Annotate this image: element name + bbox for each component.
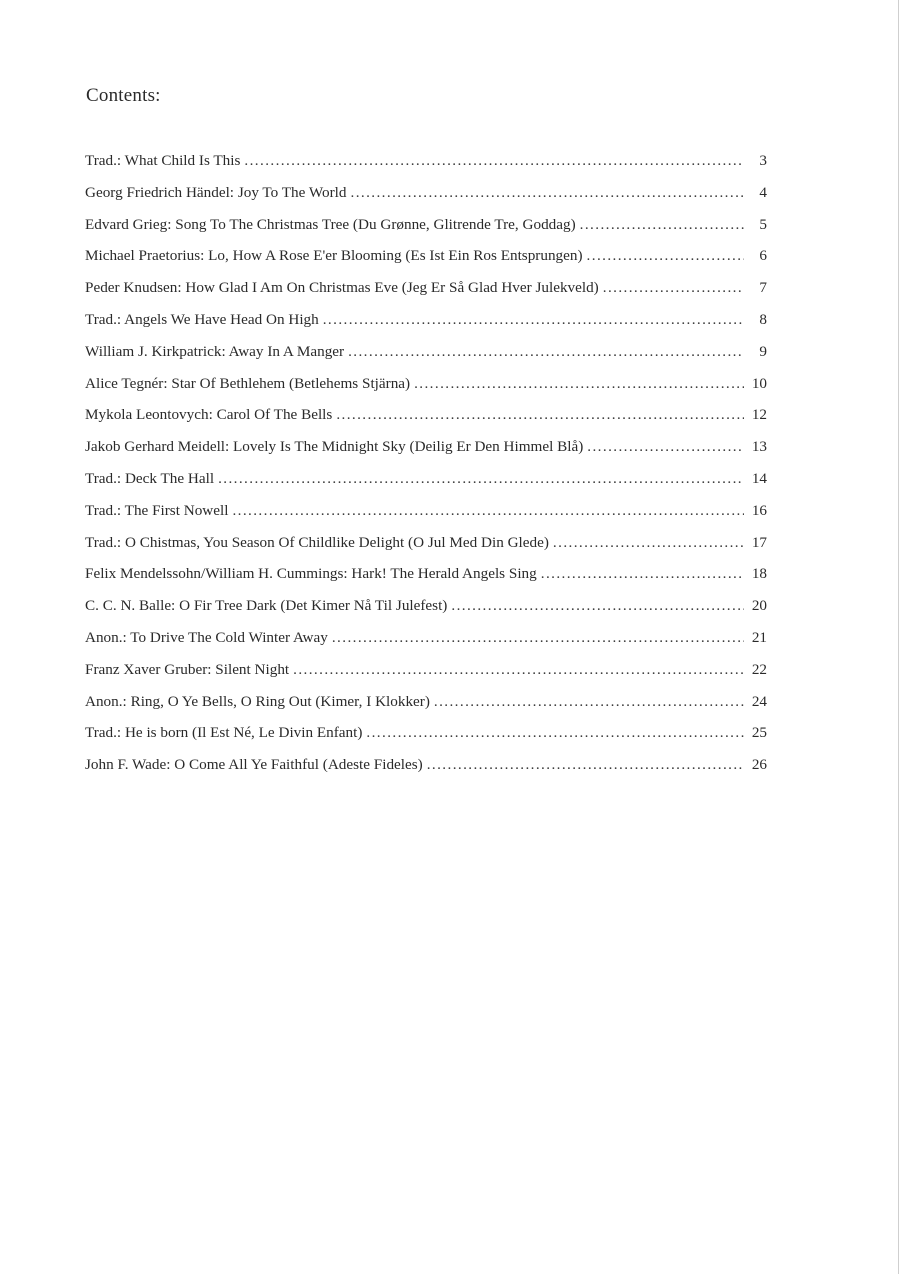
toc-entry xyxy=(85,311,767,343)
dot-leader xyxy=(244,152,744,170)
toc-entry-title: John F. Wade: O Come All Ye Faithful (Adeste Fideles) xyxy=(85,756,423,774)
toc-entry-page: 7 xyxy=(759,279,767,297)
toc-entry-page: 21 xyxy=(751,628,767,646)
toc-entry xyxy=(85,693,767,725)
toc-entry-page: 20 xyxy=(751,597,767,615)
toc-entry-title: Michael Praetorius: Lo, How A Rose E'er Blooming (Es Ist Ein Ros Entsprungen) xyxy=(85,247,583,265)
toc-entry xyxy=(85,724,767,756)
toc-entry-title: Edvard Grieg: Song To The Christmas Tree (Du Grønne, Glitrende Tre, Goddag) xyxy=(85,215,576,233)
toc-entry xyxy=(85,343,767,375)
toc-entry-title: Mykola Leontovych: Carol Of The Bells xyxy=(85,406,333,424)
toc-entry-title: Jakob Gerhard Meidell: Lovely Is The Midnight Sky (Deilig Er Den Himmel Blå) xyxy=(85,438,584,456)
toc-entry-page: 22 xyxy=(751,660,767,678)
toc-entry-page: 18 xyxy=(751,565,767,583)
dot-leader xyxy=(351,184,745,202)
toc-entry-page: 10 xyxy=(751,374,767,392)
toc-entry-title: Trad.: O Chistmas, You Season Of Childlike Delight (O Jul Med Din Glede) xyxy=(85,533,549,551)
dot-leader xyxy=(366,724,744,742)
toc-entry-page: 25 xyxy=(751,724,767,742)
toc-entry-page: 14 xyxy=(751,469,767,487)
toc-entry xyxy=(85,502,767,534)
toc-entry-title: Trad.: What Child Is This xyxy=(85,152,241,169)
dot-leader xyxy=(427,756,744,774)
toc-entry-title: Trad.: Deck The Hall xyxy=(85,469,215,487)
dot-leader xyxy=(587,438,744,456)
toc-entry xyxy=(85,216,767,248)
toc-entry xyxy=(85,375,767,407)
toc-entry-page: 12 xyxy=(751,406,767,424)
toc-entry-title: Peder Knudsen: How Glad I Am On Christmas Eve (Jeg Er Så Glad Hver Julekveld) xyxy=(85,279,599,297)
dot-leader xyxy=(332,629,744,647)
toc-entry-title: Felix Mendelssohn/William H. Cummings: Hark! The Herald Angels Sing xyxy=(85,565,537,583)
toc-entry xyxy=(85,661,767,693)
toc-entry-page: 4 xyxy=(759,183,767,201)
toc-entry-title: Trad.: Angels We Have Head On High xyxy=(85,310,319,328)
toc-entry-title: C. C. N. Balle: O Fir Tree Dark (Det Kimer Nå Til Julefest) xyxy=(85,597,448,615)
toc-entry xyxy=(85,629,767,661)
dot-leader xyxy=(336,406,744,424)
toc-entry-title: Anon.: Ring, O Ye Bells, O Ring Out (Kimer, I Klokker) xyxy=(85,692,430,710)
toc-entry xyxy=(85,534,767,566)
toc-entry xyxy=(85,152,767,184)
dot-leader xyxy=(580,216,744,234)
toc-entry-page: 3 xyxy=(759,152,767,169)
dot-leader xyxy=(587,247,744,265)
toc-entry-title: Franz Xaver Gruber: Silent Night xyxy=(85,660,290,678)
dot-leader xyxy=(553,534,744,552)
toc-entry-page: 9 xyxy=(759,342,767,360)
toc-entry-page: 26 xyxy=(751,756,767,774)
toc-entry xyxy=(85,279,767,311)
toc-entry-page: 6 xyxy=(759,247,767,265)
toc-entry-title: Trad.: The First Nowell xyxy=(85,501,229,519)
dot-leader xyxy=(603,279,744,297)
toc-entry-page: 16 xyxy=(751,501,767,519)
dot-leader xyxy=(293,661,744,679)
toc-entry-page: 17 xyxy=(751,533,767,551)
dot-leader xyxy=(451,597,744,615)
contents-heading: Contents: xyxy=(86,85,161,106)
toc-entry xyxy=(85,470,767,502)
toc-entry-title: Georg Friedrich Händel: Joy To The World xyxy=(85,183,347,201)
toc-entry-page: 13 xyxy=(751,438,767,456)
toc-entry-title: Trad.: He is born (Il Est Né, Le Divin Enfant) xyxy=(85,724,363,742)
dot-leader xyxy=(232,502,744,520)
toc-entry xyxy=(85,597,767,629)
dot-leader xyxy=(434,693,744,711)
toc-entry-title: Anon.: To Drive The Cold Winter Away xyxy=(85,628,328,646)
toc-entry xyxy=(85,184,767,216)
dot-leader xyxy=(348,343,744,361)
toc-entry xyxy=(85,406,767,438)
dot-leader xyxy=(323,311,744,329)
toc-entry xyxy=(85,565,767,597)
toc-entry-page: 8 xyxy=(759,310,767,328)
dot-leader xyxy=(218,470,744,488)
table-of-contents xyxy=(85,152,767,788)
toc-entry xyxy=(85,247,767,279)
toc-entry xyxy=(85,756,767,788)
dot-leader xyxy=(414,375,744,393)
dot-leader xyxy=(541,565,744,583)
toc-entry-title: William J. Kirkpatrick: Away In A Manger xyxy=(85,342,345,360)
toc-entry-page: 5 xyxy=(759,215,767,233)
toc-entry xyxy=(85,438,767,470)
toc-entry-title: Alice Tegnér: Star Of Bethlehem (Betlehems Stjärna) xyxy=(85,374,411,392)
toc-entry-page: 24 xyxy=(751,692,767,710)
